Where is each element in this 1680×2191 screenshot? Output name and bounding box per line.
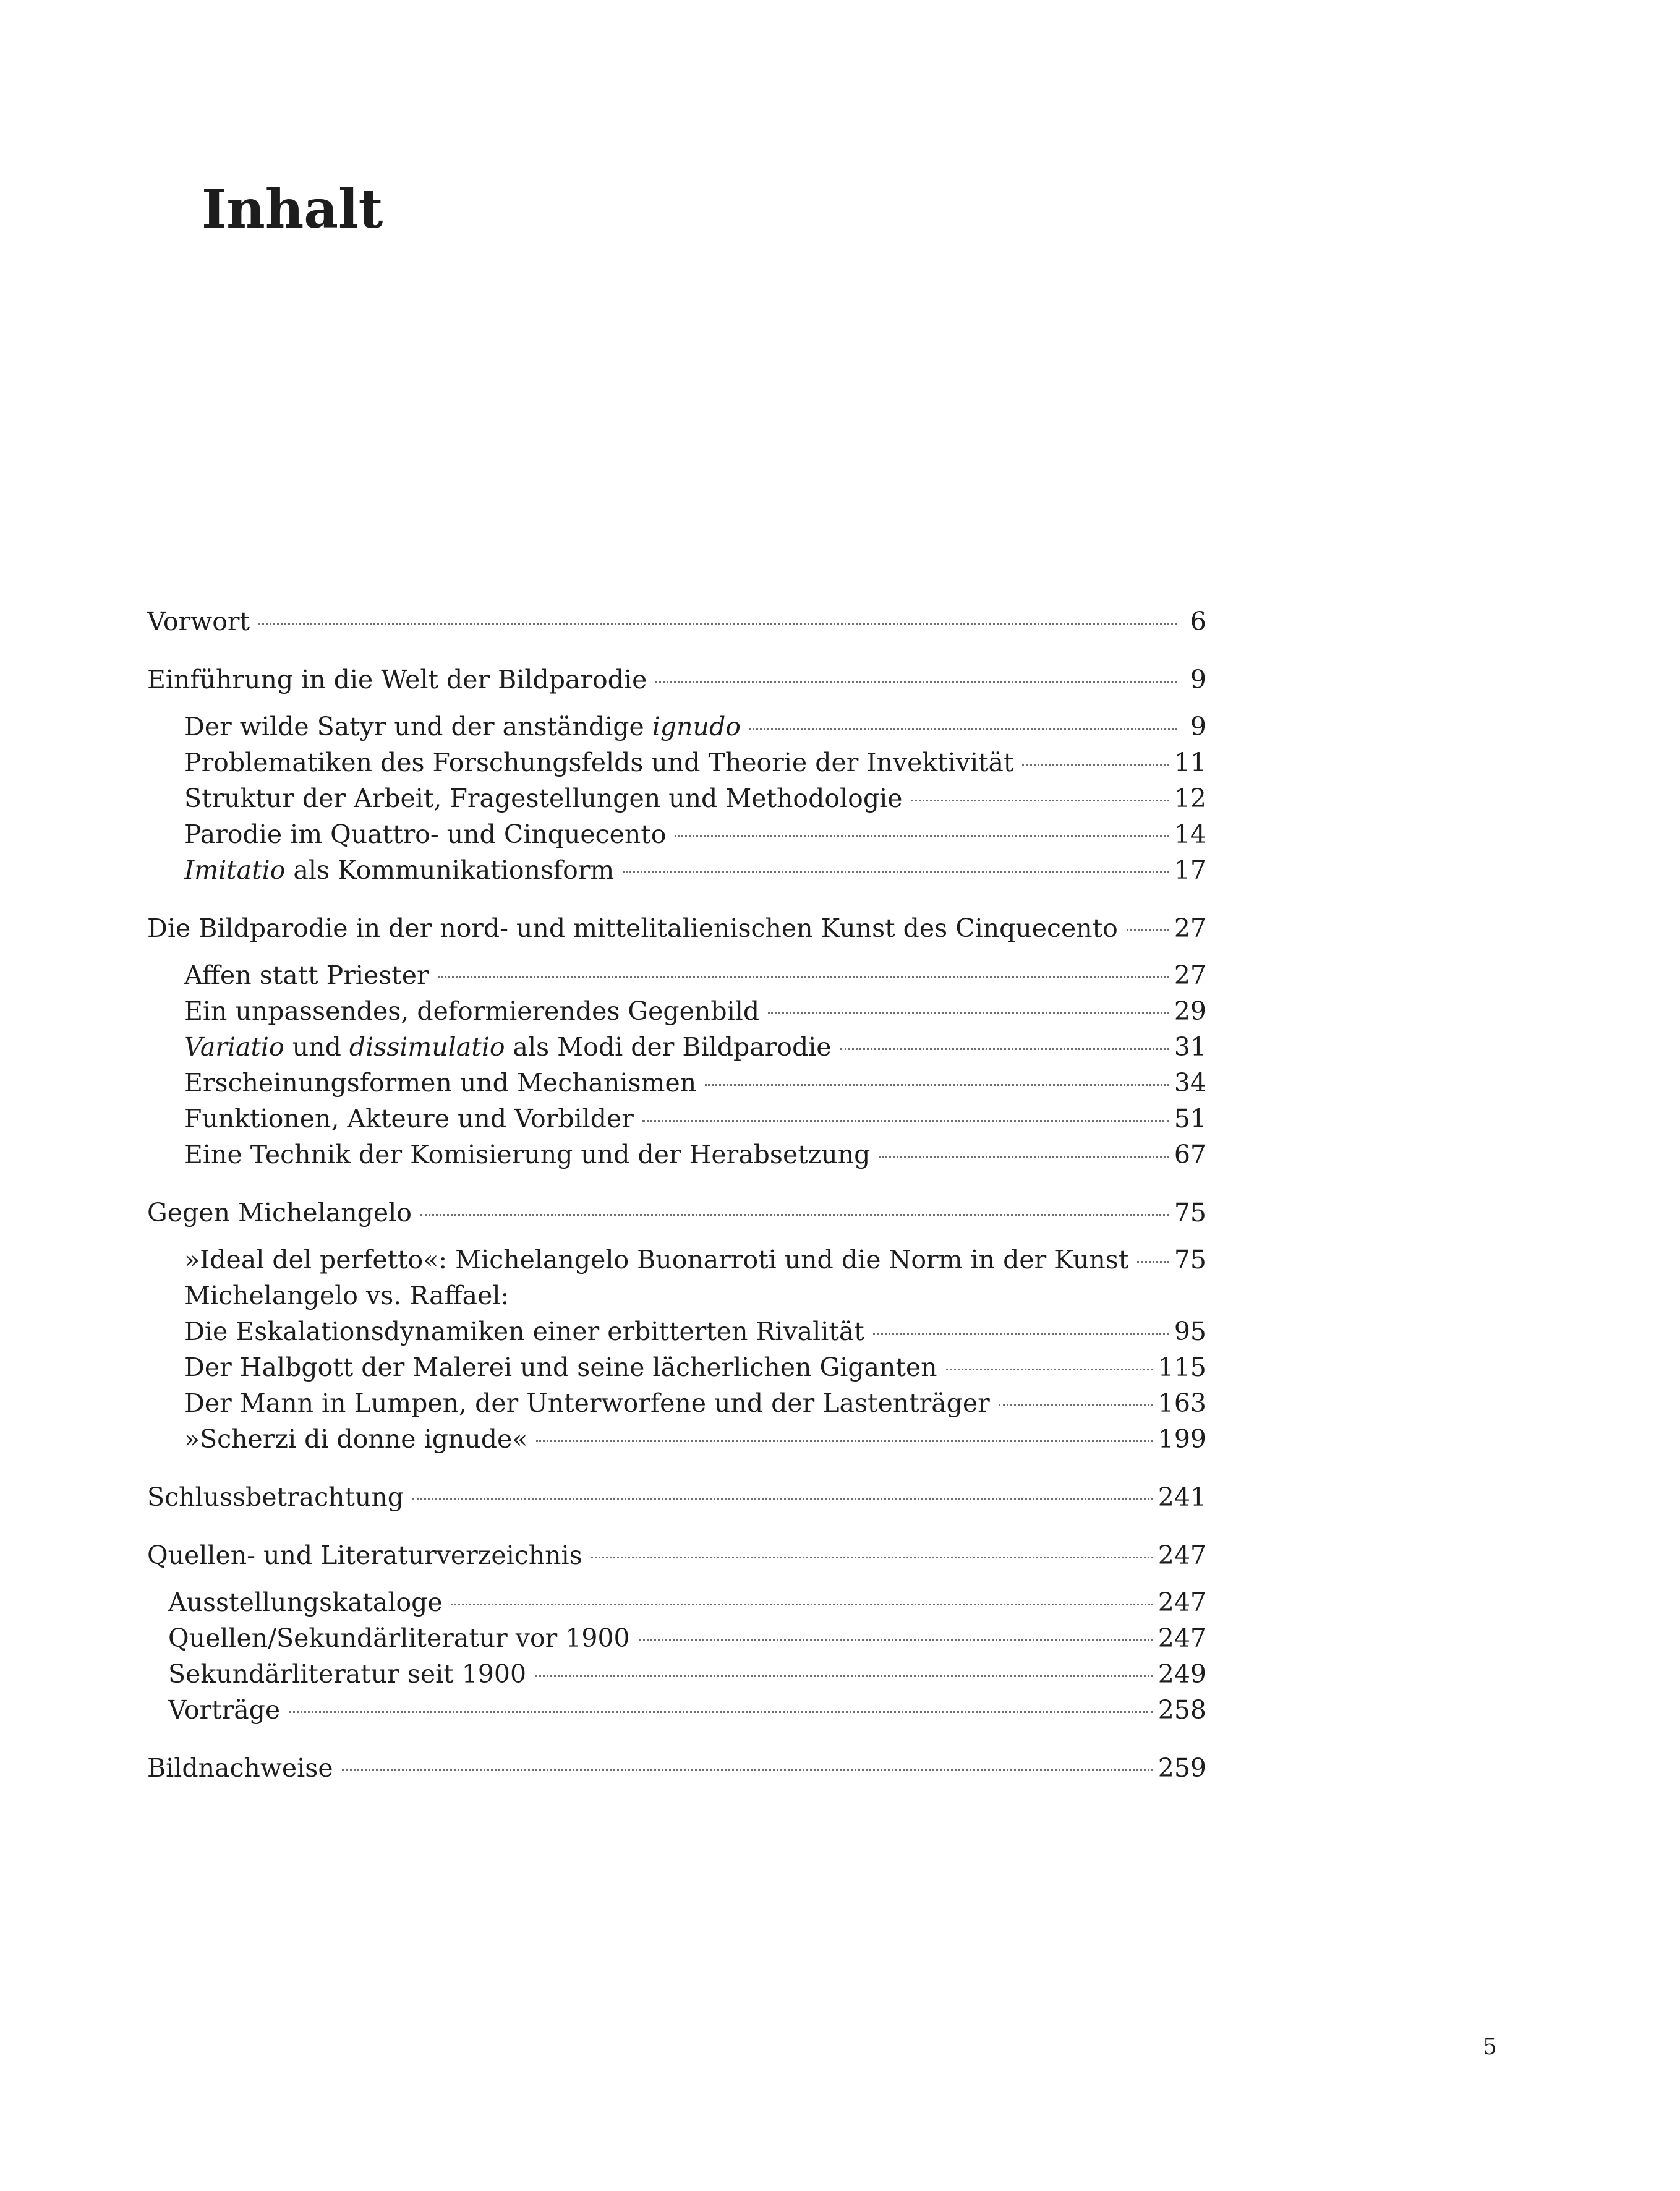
toc-dot-leader <box>591 1557 1153 1558</box>
toc-entry-title-text: Vorträge <box>168 1695 281 1725</box>
toc-entry-title <box>184 1029 832 1065</box>
toc-entry-title-italic: ignudo <box>652 712 741 741</box>
toc-entry-title <box>147 1750 333 1786</box>
toc-entry-title-text: und <box>284 1032 349 1062</box>
toc-page-number: 11 <box>1174 748 1206 777</box>
toc-entry-title-text: Quellen- und Literaturverzeichnis <box>147 1540 582 1570</box>
toc-dot-leader <box>420 1214 1169 1216</box>
toc-group-spacer <box>147 639 1206 662</box>
toc-dot-leader <box>873 1333 1169 1335</box>
toc-section-entry <box>147 1137 1206 1172</box>
toc-page-number: 9 <box>1190 712 1206 741</box>
toc-entry-title-text: »Scherzi di donne ignude« <box>184 1424 528 1454</box>
toc-section-entry <box>147 780 1206 816</box>
toc-page-number: 115 <box>1158 1352 1206 1382</box>
toc-dot-leader <box>342 1769 1153 1771</box>
toc-entry-title <box>184 852 614 888</box>
toc-section-entry <box>147 1692 1206 1728</box>
toc-section-entry <box>147 1620 1206 1656</box>
toc-section-entry <box>147 1029 1206 1065</box>
toc-page-number: 27 <box>1174 960 1206 990</box>
toc-entry-title-text: Parodie im Quattro- und Cinquecento <box>184 819 667 849</box>
toc-page-number: 249 <box>1158 1659 1206 1689</box>
toc-entry-title <box>184 1101 634 1137</box>
toc-entry-title <box>184 1065 696 1101</box>
toc-entry-title-italic: dissimulatio <box>349 1032 505 1062</box>
toc-dot-leader <box>1137 1261 1169 1263</box>
toc-entry-title <box>147 1195 412 1231</box>
toc-entry-title-text: Problematiken des Forschungsfelds und Theorie der Invektivität <box>184 748 1014 777</box>
toc-dot-leader <box>749 728 1177 730</box>
toc-dot-leader <box>412 1498 1153 1500</box>
toc-subgroup-spacer <box>147 1231 1206 1242</box>
toc-entry-title <box>184 816 666 852</box>
page-title: Inhalt <box>202 178 383 241</box>
toc-dot-leader <box>675 835 1169 837</box>
toc-section-entry <box>147 1278 1206 1313</box>
toc-entry-title <box>147 604 250 639</box>
toc-entry-title-text: Vorwort <box>147 607 250 636</box>
toc-entry-title <box>184 1421 527 1457</box>
toc-entry-title-text: Eine Technik der Komisierung und der Herabsetzung <box>184 1140 871 1169</box>
toc-page-number: 14 <box>1174 819 1206 849</box>
toc-entry-title <box>168 1584 443 1620</box>
toc-section-entry <box>147 1065 1206 1101</box>
toc-page-number: 67 <box>1174 1140 1206 1169</box>
toc-chapter-entry <box>147 1537 1206 1573</box>
toc-entry-title-text: Quellen/Sekundärliteratur vor 1900 <box>168 1623 630 1653</box>
toc-entry-title-italic: Variatio <box>184 1032 284 1062</box>
toc-entry-title <box>184 1278 509 1313</box>
toc-dot-leader <box>1127 929 1169 931</box>
toc-dot-leader <box>1022 764 1169 766</box>
toc-section-entry <box>147 1584 1206 1620</box>
toc-dot-leader <box>438 976 1169 978</box>
toc-dot-leader <box>623 871 1169 873</box>
toc-entry-title-text: Einführung in die Welt der Bildparodie <box>147 665 647 694</box>
toc-entry-title <box>184 1137 870 1172</box>
toc-entry-title <box>147 910 1118 946</box>
toc-entry-title <box>147 1479 404 1515</box>
toc-dot-leader <box>535 1675 1153 1677</box>
toc-chapter-entry <box>147 604 1206 639</box>
toc-page-number: 75 <box>1174 1198 1206 1228</box>
toc-chapter-entry <box>147 910 1206 946</box>
toc-entry-title-text: Die Eskalationsdynamiken einer erbitterten Rivalität <box>184 1317 864 1346</box>
toc-dot-leader <box>705 1084 1169 1086</box>
toc-entry-title-text: Der Mann in Lumpen, der Unterworfene und der Lastenträger <box>184 1388 990 1418</box>
toc-section-entry <box>147 852 1206 888</box>
toc-subgroup-spacer <box>147 946 1206 957</box>
toc-page-number: 199 <box>1158 1424 1206 1454</box>
toc-group-spacer <box>147 1457 1206 1479</box>
toc-dot-leader <box>639 1639 1153 1641</box>
toc-entry-title <box>184 1242 1128 1278</box>
toc-dot-leader <box>642 1120 1169 1122</box>
toc-section-entry <box>147 1349 1206 1385</box>
toc-page-number: 75 <box>1174 1245 1206 1275</box>
toc-dot-leader <box>258 623 1177 625</box>
toc-dot-leader <box>536 1440 1153 1442</box>
toc-page-number: 247 <box>1158 1540 1206 1570</box>
toc-section-entry <box>147 1421 1206 1457</box>
toc-entry-title <box>147 1537 582 1573</box>
toc-section-entry <box>147 1101 1206 1137</box>
toc-page-number: 259 <box>1158 1753 1206 1783</box>
toc-entry-title-text: Sekundärliteratur seit 1900 <box>168 1659 527 1689</box>
toc-dot-leader <box>840 1048 1169 1050</box>
toc-entry-title <box>184 1313 864 1349</box>
toc-section-entry <box>147 957 1206 993</box>
toc-page-number: 258 <box>1158 1695 1206 1725</box>
toc-entry-title-text: Bildnachweise <box>147 1753 333 1783</box>
toc-entry-title <box>184 993 759 1029</box>
toc-dot-leader <box>999 1404 1153 1406</box>
table-of-contents <box>147 604 1206 1786</box>
toc-entry-title-text: Erscheinungsformen und Mechanismen <box>184 1068 697 1098</box>
toc-entry-title <box>184 1385 990 1421</box>
toc-entry-title <box>168 1656 526 1692</box>
toc-dot-leader <box>911 800 1169 801</box>
toc-section-entry <box>147 1656 1206 1692</box>
toc-entry-title <box>184 780 902 816</box>
toc-entry-title-text: Ausstellungskataloge <box>168 1587 443 1617</box>
toc-entry-title <box>147 662 647 698</box>
toc-entry-title-text: Funktionen, Akteure und Vorbilder <box>184 1104 634 1134</box>
toc-entry-title <box>184 957 429 993</box>
toc-page-number: 51 <box>1174 1104 1206 1134</box>
toc-entry-title <box>184 709 741 745</box>
toc-entry-title <box>168 1692 280 1728</box>
toc-entry-title-text: Gegen Michelangelo <box>147 1198 412 1228</box>
toc-chapter-entry <box>147 662 1206 698</box>
toc-chapter-entry <box>147 1195 1206 1231</box>
toc-page-number: 163 <box>1158 1388 1206 1418</box>
toc-section-entry <box>147 1242 1206 1278</box>
toc-page-number: 29 <box>1174 996 1206 1026</box>
toc-entry-title <box>168 1620 630 1656</box>
toc-entry-title-text: als Kommunikationsform <box>285 855 615 885</box>
toc-page-number: 27 <box>1174 913 1206 943</box>
toc-dot-leader <box>946 1369 1153 1370</box>
toc-section-entry <box>147 709 1206 745</box>
toc-dot-leader <box>655 681 1177 683</box>
toc-section-entry <box>147 993 1206 1029</box>
toc-page-number: 12 <box>1174 784 1206 813</box>
toc-entry-title-text: als Modi der Bildparodie <box>505 1032 832 1062</box>
toc-entry-title-text: Der Halbgott der Malerei und seine lächerlichen Giganten <box>184 1352 937 1382</box>
toc-chapter-entry <box>147 1479 1206 1515</box>
page-number: 5 <box>1483 2035 1497 2060</box>
toc-dot-leader <box>451 1604 1153 1605</box>
toc-entry-title-text: Struktur der Arbeit, Fragestellungen und Methodologie <box>184 784 903 813</box>
toc-dot-leader <box>768 1012 1169 1014</box>
toc-page-number: 95 <box>1174 1317 1206 1346</box>
toc-group-spacer <box>147 1172 1206 1195</box>
toc-entry-title-text: Michelangelo vs. Raffael: <box>184 1281 510 1310</box>
toc-subgroup-spacer <box>147 698 1206 709</box>
toc-group-spacer <box>147 888 1206 910</box>
toc-section-entry <box>147 745 1206 780</box>
toc-subgroup-spacer <box>147 1573 1206 1584</box>
toc-page-number: 247 <box>1158 1623 1206 1653</box>
toc-entry-title <box>184 745 1013 780</box>
toc-page-number: 6 <box>1190 607 1206 636</box>
toc-page-number: 247 <box>1158 1587 1206 1617</box>
toc-entry-title-text: Ein unpassendes, deformierendes Gegenbild <box>184 996 760 1026</box>
toc-group-spacer <box>147 1515 1206 1537</box>
toc-entry-title-text: Die Bildparodie in der nord- und mittelitalienischen Kunst des Cinquecento <box>147 913 1118 943</box>
toc-section-entry <box>147 1313 1206 1349</box>
toc-page-number: 241 <box>1158 1482 1206 1512</box>
toc-dot-leader <box>289 1711 1153 1713</box>
toc-chapter-entry <box>147 1750 1206 1786</box>
toc-section-entry <box>147 816 1206 852</box>
toc-entry-title-text: »Ideal del perfetto«: Michelangelo Buonarroti und die Norm in der Kunst <box>184 1245 1129 1275</box>
toc-page-number: 31 <box>1174 1032 1206 1062</box>
toc-entry-title <box>184 1349 937 1385</box>
toc-entry-title-text: Schlussbetrachtung <box>147 1482 404 1512</box>
toc-entry-title-italic: Imitatio <box>184 855 286 885</box>
toc-page-number: 34 <box>1174 1068 1206 1098</box>
toc-entry-title-text: Affen statt Priester <box>184 960 429 990</box>
toc-page-number: 17 <box>1174 855 1206 885</box>
toc-dot-leader <box>879 1156 1169 1158</box>
toc-section-entry <box>147 1385 1206 1421</box>
toc-entry-title-text: Der wilde Satyr und der anständige <box>184 712 652 741</box>
toc-page-number: 9 <box>1190 665 1206 694</box>
toc-group-spacer <box>147 1728 1206 1750</box>
